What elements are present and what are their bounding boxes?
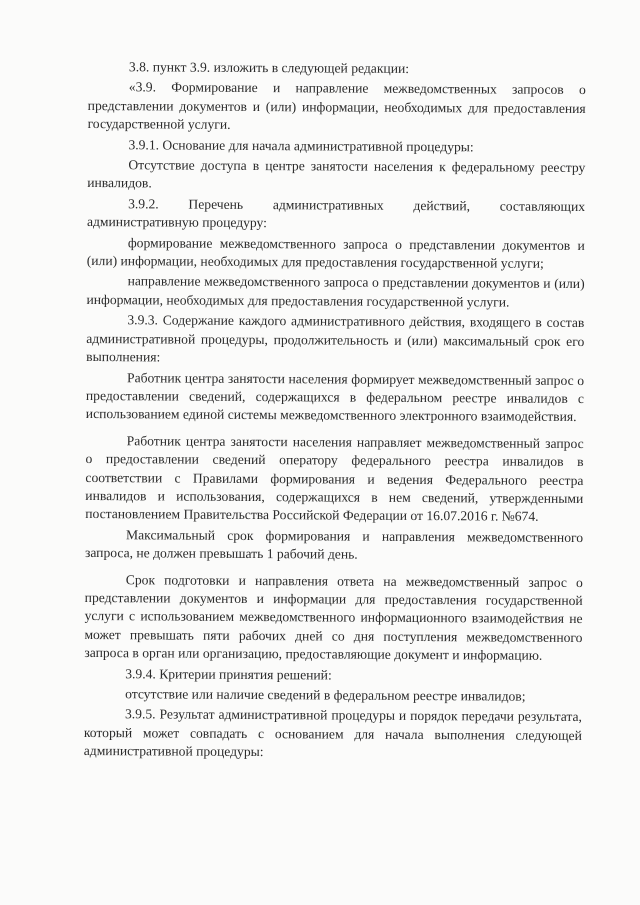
paragraph-3-9-2-item-2: направление межведомственного запроса о представлении документов и (или) информации, необходимых для предоставления государственной услуги. — [86, 273, 585, 310]
paragraph-3-9-2-heading: 3.9.2. Перечень административных действий, составляющих административную процедуру: — [86, 196, 586, 231]
paragraph-3-9-2-item-1: формирование межведомственного запроса о представлении документов и (или) информации, необходимых для предоставления государственной услуги; — [86, 234, 585, 271]
paragraph-3-9-3-forming: Работник центра занятости населения формирует межведомственный запрос о предоставлении сведений, содержащихся в федеральном реестре инвалидов с использованием единой системы межведомственного электронного взаимодействия. — [85, 369, 585, 425]
document-body — [84, 58, 586, 766]
paragraph-section-3-9-title: «3.9. Формирование и направление межведомственных запросов о представлении документов и (или) информации, необходимых для предоставления государственной услуги. — [87, 79, 586, 133]
paragraph-3-9-1-heading: 3.9.1. Основание для начала административной процедуры: — [128, 136, 474, 154]
paragraph-3-9-3-response-term: Срок подготовки и направления ответа на межведомственный запрос о представлении документов и информации для предоставления государственной услуги с использованием межведомственного информационного взаимодействия не может превышать пяти рабочих дней со дня поступления межведомственного запроса в орган или организацию, предоставляющие документ и информацию. — [84, 571, 583, 663]
paragraph-3-9-3-heading: 3.9.3. Содержание каждого административного действия, входящего в состав административной процедуры, продолжительность и (или) максимальный срок его выполнения: — [86, 312, 585, 365]
paragraph-3-9-1-text: Отсутствие доступа в центре занятости населения к федеральному реестру инвалидов. — [87, 157, 586, 191]
paragraph-3-9-4-heading: 3.9.4. Критерии принятия решений: — [125, 665, 332, 683]
paragraph-3-9-4-criterion: отсутствие или наличие сведений в федеральном реестре инвалидов; — [125, 686, 526, 704]
paragraph-amendment-intro: 3.8. пункт 3.9. изложить в следующей редакции: — [128, 59, 410, 76]
paragraph-3-9-5-heading: 3.9.5. Результат административной процедуры и порядок передачи результата, который может совпадать с основанием для начала выполнения следующей административной процедуры: — [83, 706, 583, 760]
paragraph-3-9-3-sending: Работник центра занятости населения направляет межведомственный запрос о предоставлении сведений оператору федерального реестра инвалидов в соответствии с Правилами формирования и ведения Федерального реестра инвалидов и использования, содержащихся в нем сведений, утвержденными постановлением Правительства Российской Федерации от 16.07.2016 г. №674. — [85, 432, 584, 525]
paragraph-3-9-3-deadline: Максимальный срок формирования и направления межведомственного запроса, не должен превышать 1 рабочий день. — [84, 526, 584, 562]
